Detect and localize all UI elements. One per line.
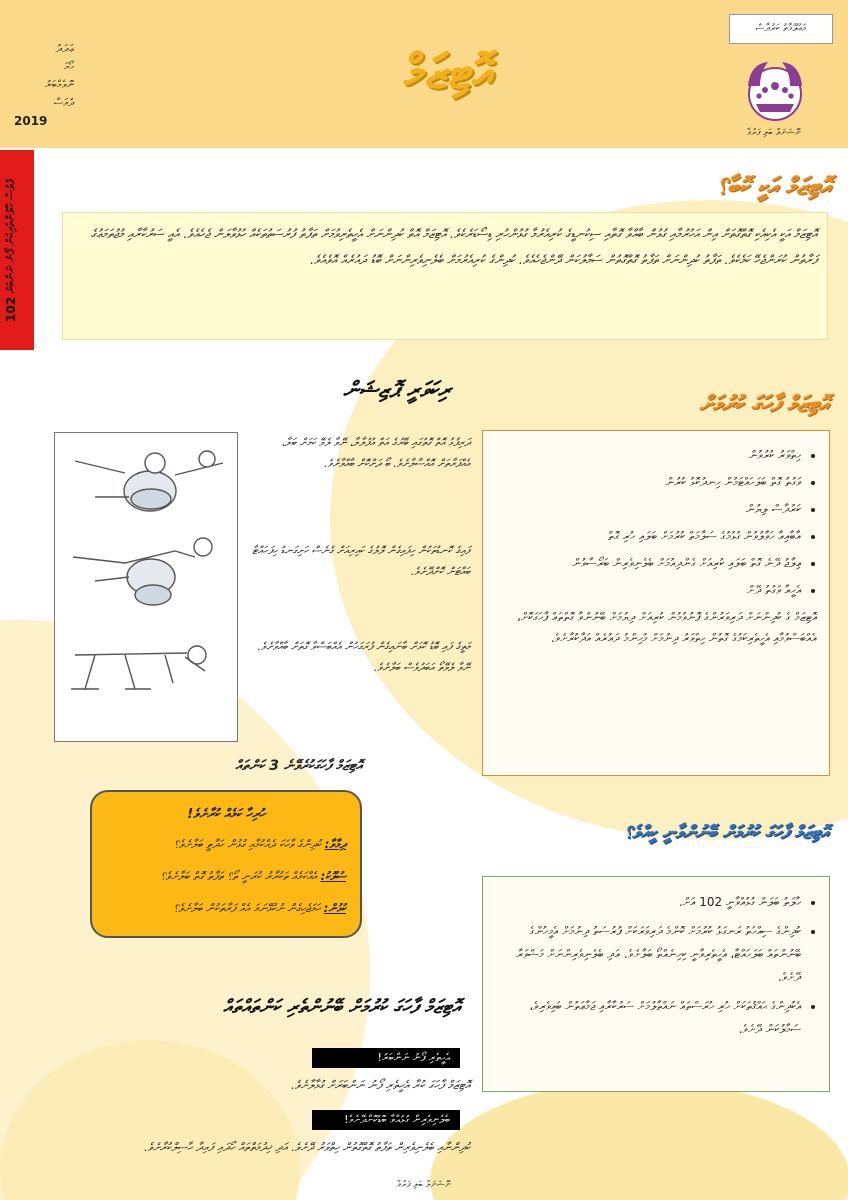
row-key: ސުލޫކު:: [320, 869, 346, 883]
issue-info: [14, 40, 74, 130]
issue-line: ދުވަސް: [53, 96, 74, 109]
three-ways-heading: އޮޓިޒަމް ފާހަގަކުރެވޭނެ 3 ކަންތައް: [235, 758, 362, 774]
three-ways-row: [106, 828, 346, 860]
decorative-circle: [430, 1080, 848, 1200]
intro-box: [62, 212, 828, 340]
list-item: • ހާލަތު ބަލަން ގުޅުއްވާނީ 102 އަށް.: [495, 891, 801, 914]
why-help-list: [495, 891, 817, 1041]
list-item: • ކަރުދާސް ލިޔުން: [495, 498, 801, 520]
logo-icon: [738, 56, 812, 128]
helpful-label-2: ބެލެނިވެރިން ގުޅުއްވާ ބޮޑުކޮށްދޭށެވެ!: [312, 1110, 460, 1130]
row-key: ދިމާވާ:: [324, 837, 346, 851]
recovery-heading: ރިކަވަރީ ޕޮޒިޝަން: [343, 378, 450, 403]
recovery-step-3: މަތީގެ ފައި ބޮޑު ކޮޅަށް ބާނައިގެން ފުރަގަހުން އެއްބަސްވާ ގޮތަށް ބާއްވާށެވެ. ނޭވާ ލެވޭތޯ އަބަދުވެސް ބަލާށެވެ.: [257, 640, 470, 674]
intro-heading: އޮޓިޒަމް އަކީ ކޮބާ؟: [716, 172, 830, 200]
hotline-sidebar: [0, 150, 34, 350]
three-ways-title: ހުރިހާ ކަމެއް ކުރާށެވެ!: [187, 807, 265, 822]
sidebar-number: 102: [4, 297, 18, 323]
why-help-box: [482, 876, 830, 1092]
intro-body: އޮޓިޒަމް އަކީ އެކިއެކި ގޮތްގޮތަށް އިން އަހުރުމާއި ގުޅުން ބާއްވާ ގޮތާއި ސިކުނޑީގެ ކުރިއެރުމާ ގުޅުންހުރި ޑިސޯޑަރެކެވެ. އޮޓިޒަމް އޮތް ކުދިންނަށް އެހީތެރިވުމަށް ތަފާތު ފުރުސަތުތަކެއް ހުޅުވާލަން ޖެހެއެވެ. އެއީ ސަރުކާރާއި މުޖުތަމަޢުގެ ފަރާތުން ކުރަންޖެހޭ ކަމެކެވެ. ތަފާތު ކުދިންނަށް ތަފާތު ގޮތްގޮތުން ސަމާލުކަން ދޭންޖެހެއެވެ. ކުދިންގެ ކުރިއެރުމަށް ބެލެނިވެރިންނަށް ބޮޑު ދައުރެއް އޮވެއެވެ.: [90, 226, 817, 267]
three-ways-box: [90, 790, 362, 938]
list-item: • ވަގުތު ގޮތް ބަލަހައްޓަމުން ހިނދުކޮޅު ކުރުން: [495, 471, 801, 493]
issue-year: 2019: [14, 114, 48, 128]
list-item: • އާބާއިއާ ހަވާލުވުން ގުޅުމުގެ ސަލާމަތް ކުރުމަށް ބަލައި ހުރި ގޮތް: [495, 525, 801, 547]
helpful-label-1: އެހީތެރި ފޯނު ނަންބަރު!: [312, 1048, 460, 1068]
sidebar-label: [4, 156, 30, 346]
logo-caption: ނޭޝަނަލް ބަލި ފަރުވާ: [747, 128, 801, 138]
helpful-line-1: އޮޓިޒަމް ފާހަގަ ކުރާ އެހީތެރި ފޯނު ނަންބަރަށް ގުޅާލާށެވެ.: [291, 1078, 470, 1092]
issue-line: ޢަދަދު: [55, 42, 74, 55]
first-aid-heading: އޮޓިޒަމް ފާހަގަ ކުރުމަށް: [699, 392, 828, 417]
why-help-heading: އޮޓިޒަމް ފާހަގަ ކުރުމަށް ބޭނުންވާނީ ކީއްވެ؟: [624, 822, 828, 843]
organization-logo: [738, 56, 812, 128]
list-item: • އެހީއާ ވަގުތު ދޭށް: [495, 579, 801, 601]
row-text: ކުދިންގެ ވާހަކަ ދެއްކުމާއި ގުޅުން ހަދާތީ ބަލާށެވެ؟: [173, 837, 322, 851]
row-key: ކުޅުން:: [323, 901, 346, 915]
recovery-step-2: ފައިގެ ކޮނޑުތަކުން ހިފައިގެން ލޮލުގެ ކައިރިއަށް ގެނެސް ހަށިގަނޑު ހިފަހައްޓާ ބައްޓަން ކޮށްދޭށެވެ.: [252, 544, 470, 578]
list-item: • ހިތްވަރު ކުރުވުން: [495, 444, 801, 466]
row-text: އެއްކަމެއް ތަކުރާރު ކުރަނީ ތޯ؟ ތަފާތު ގޮތް ބަލާށެވެ؟: [160, 869, 317, 883]
three-ways-row: [106, 860, 346, 892]
three-ways-row: [106, 892, 346, 924]
info-sheet-label: މަޢުލޫމާތު ކަރުދާސް: [729, 14, 833, 44]
sidebar-text: ފުލުސް ހޭލުންތެރިކަން ފޯނު ނަންބަރު: [4, 179, 17, 294]
recovery-figure-icon: [55, 433, 237, 741]
masthead-title: އޮޓިޒަމް: [404, 44, 494, 100]
issue-line: ހޯމަ: [64, 60, 74, 73]
helpful-line-2: ކުދިންނާއި ބެލެނިވެރިން ތަފާތު ގޮތްގޮތުން ހިތްވަރު ދޭށެވެ. އަދި ޚިދުމަތްތައް ހޯދައި ފައިދާ ހާސިލްކުރާށެވެ.: [144, 1140, 470, 1154]
recovery-step-1: ދަރިފުޅު އޮތް ގޮތުގައި ބޭރުގެ އަތް އުފުލާލާ، ނޭވާ ލެވޭ ކަމަށް ބަލާ، އެއްފަރާތަށް އޮއްސާލާށެވެ. ބޯ ދަށްކޮށް ބާއްވާށެވެ.: [281, 436, 470, 470]
first-aid-box: [482, 430, 830, 776]
list-item: • ކުދިންގެ ސިއްހަތު ރަނގަޅު ކުރުމަށް ކޮންމެ ދަރިވަރަކަށް ފުރުސަތު ދިނުމަށް އެމީހުންގެ ބޭނުންތައް ބަލަހައްޓާ، އެހީތެރިވާނީ ކިހިނެއްތޯ ބަލާށެވެ. އަދި ބެލެނިވެރިންނަށް މަޝްވަރާ ދޭށެވެ.: [495, 920, 801, 989]
helpful-heading: އޮޓިޒަމް ފާހަގަ ކުރުމަށް ބޭނުންތެރި ކަންތައްތައް: [223, 996, 460, 1018]
list-item: • ޢިލާޖު ދޭނެ ގޮތް ބަލައި ކުރިއަށް ގެންދިއުމަށް ބެލެނިވެރިން ބަރޯސާވުން: [495, 552, 801, 574]
footer-org: ނޭޝަނަލް ބަލި ފަރުވާ: [397, 1180, 451, 1190]
list-item: • އެކުދިންގެ ޙައްޤުތަކަށް ހުރި ހުރަސްތައް ނައްތާލުމަށް ސަރުކާރާއި ޖަމާޢަތުން ބައިވެރިވެ، ސަމާލުކަން ދޭށެވެ.: [495, 995, 801, 1041]
first-aid-note: އޮޓިޒަމް ގެ ކުދިންނަށް ދަރިވަރުންގެ ފޮނުވުމުން ކުރިއަށް ދިޔުމަށް ބޭނުންވާ ގޮތްތައް ފާހަގަކޮށް، އެއްބަސްވުމާއި އެހީތެރިކަމުގެ ގޮތުން ހިތްވަރު ދިނުމަށް މުހިންމު ދައުރެއް އަދާކުރާށެވެ.: [516, 610, 817, 645]
row-text: ހަމަޖެހިގެން ނުކުޅޭނަމަ އެއް ފަރާތަކުން ބަލާށެވެ؟: [173, 901, 321, 915]
issue-line: ނޮވެމްބަރު: [44, 78, 74, 91]
recovery-position-illustration: [54, 432, 238, 742]
first-aid-list: [495, 444, 817, 601]
